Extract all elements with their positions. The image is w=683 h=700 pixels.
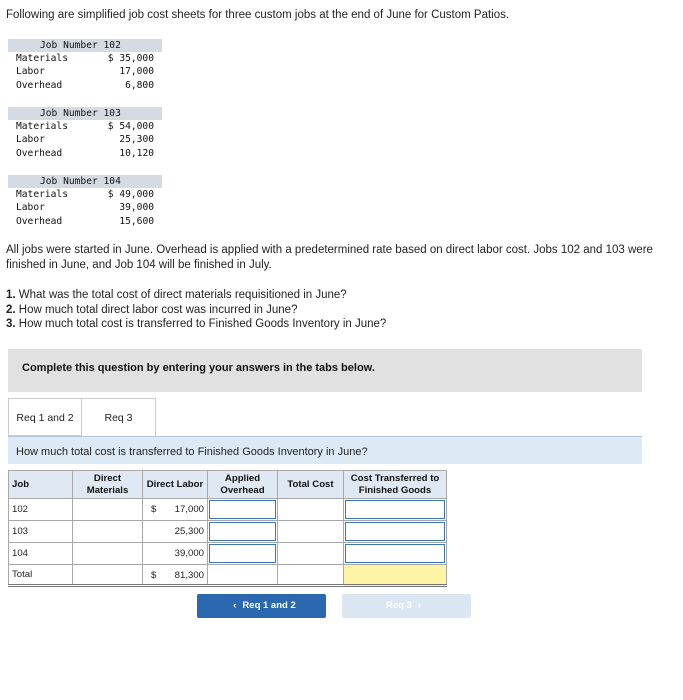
cost-transferred-input[interactable]: [345, 544, 445, 563]
applied-overhead-input-cell: [208, 521, 278, 543]
table-row: [9, 521, 447, 543]
row-value: $ 35,000: [107, 53, 154, 64]
row-value: $ 54,000: [107, 121, 154, 132]
tab-req-3[interactable]: Req 3: [81, 398, 156, 436]
question-prompt: How much total cost is transferred to Finished Goods Inventory in June?: [8, 436, 642, 464]
total-cost-cell[interactable]: [278, 543, 344, 565]
header-job: Job: [9, 471, 73, 499]
job-sheet-104: [8, 175, 162, 228]
applied-overhead-cell: [208, 565, 278, 586]
next-req-label: Req 3: [385, 600, 412, 611]
row-value: 6,800: [125, 79, 154, 91]
direct-labor-cell: [143, 565, 208, 586]
header-direct-labor: Direct Labor: [143, 471, 208, 499]
job-sheet-title: Job Number 102: [8, 39, 162, 52]
applied-overhead-input[interactable]: [209, 544, 276, 563]
cost-transferred-input[interactable]: [345, 522, 445, 541]
question-list: [6, 288, 386, 332]
row-value: 39,000: [119, 202, 154, 214]
job-cell: Total: [9, 565, 73, 586]
applied-overhead-input-cell: [208, 543, 278, 565]
row-label: Materials: [16, 189, 68, 200]
direct-labor-cell: [143, 521, 208, 543]
applied-overhead-input[interactable]: [209, 522, 276, 541]
cost-transferred-input[interactable]: [345, 500, 445, 519]
prev-req-button[interactable]: [197, 594, 326, 618]
direct-materials-cell: [73, 499, 143, 521]
question-number: 1.: [6, 289, 16, 301]
question-item: [6, 317, 386, 332]
header-cost-transferred: Cost Transferred to Finished Goods: [344, 471, 447, 499]
row-value: $ 49,000: [107, 189, 154, 200]
next-req-button: [342, 594, 471, 618]
currency-symbol: $: [151, 570, 157, 581]
row-label: Labor: [16, 66, 45, 78]
question-text: What was the total cost of direct materials requisitioned in June?: [15, 289, 347, 301]
row-label: Overhead: [16, 79, 63, 91]
job-cell: 102: [9, 499, 73, 521]
row-label: Materials: [16, 53, 68, 64]
job-sheet-title: Job Number 103: [8, 107, 162, 120]
cost-transferred-total-input[interactable]: [344, 565, 447, 586]
header-total-cost: Total Cost: [278, 471, 344, 499]
question-item: [6, 288, 386, 303]
applied-overhead-input-cell: [208, 499, 278, 521]
row-label: Overhead: [16, 215, 63, 227]
cost-table: [8, 470, 447, 587]
direct-labor-cell: [143, 543, 208, 565]
direct-materials-cell: [73, 565, 143, 586]
tab-req-1-and-2[interactable]: Req 1 and 2: [8, 398, 81, 436]
question-number: 2.: [6, 303, 16, 316]
question-text: How much total direct labor cost was incurred in June?: [15, 303, 298, 316]
question-item: [6, 303, 386, 318]
row-value: 15,600: [119, 215, 154, 227]
total-cost-cell: [278, 565, 344, 586]
chevron-left-icon: ‹: [233, 600, 237, 611]
job-cell: 103: [9, 521, 73, 543]
row-label: Labor: [16, 202, 45, 214]
row-value: 10,120: [119, 147, 154, 159]
cost-transferred-input-cell: [344, 499, 447, 521]
row-value: 17,000: [119, 66, 154, 78]
instructions-paragraph: All jobs were started in June. Overhead is applied with a predetermined rate based on direct labor cost. Jobs 102 and 103 were finished in June, and Job 104 will be finished in July.: [6, 244, 653, 271]
cost-transferred-input-cell: [344, 521, 447, 543]
job-sheet-102: [8, 39, 162, 92]
intro-text: Following are simplified job cost sheets for three custom jobs at the end of June for Custom Patios.: [6, 9, 510, 21]
direct-labor-value: 81,300: [174, 570, 204, 581]
table-total-row: [9, 565, 447, 586]
chevron-right-icon: ›: [417, 600, 422, 611]
direct-materials-cell: [73, 543, 143, 565]
total-cost-cell[interactable]: [278, 499, 344, 521]
table-row: [9, 543, 447, 565]
question-number: 3.: [6, 318, 16, 330]
direct-labor-value: 25,300: [174, 526, 204, 537]
question-text: How much total cost is transferred to Finished Goods Inventory in June?: [15, 318, 387, 330]
job-sheet-title: Job Number 104: [8, 175, 162, 188]
instruction-banner: Complete this question by entering your answers in the tabs below.: [8, 349, 642, 392]
job-cell: 104: [9, 543, 73, 565]
header-direct-materials: Direct Materials: [73, 471, 143, 499]
job-sheet-103: [8, 107, 162, 160]
prev-req-label: Req 1 and 2: [242, 600, 296, 611]
row-value: 25,300: [119, 134, 154, 146]
direct-labor-value: 39,000: [174, 548, 204, 559]
row-label: Labor: [16, 134, 45, 146]
total-cost-cell[interactable]: [278, 521, 344, 543]
direct-materials-cell: [73, 521, 143, 543]
row-label: Overhead: [16, 147, 63, 159]
direct-labor-value: 17,000: [174, 504, 204, 515]
row-label: Materials: [16, 121, 68, 132]
applied-overhead-input[interactable]: [209, 500, 276, 519]
table-header-row: [9, 471, 447, 499]
cost-transferred-input-cell: [344, 543, 447, 565]
currency-symbol: $: [151, 504, 157, 515]
direct-labor-cell: [143, 499, 208, 521]
header-applied-overhead: Applied Overhead: [208, 471, 278, 499]
table-row: [9, 499, 447, 521]
